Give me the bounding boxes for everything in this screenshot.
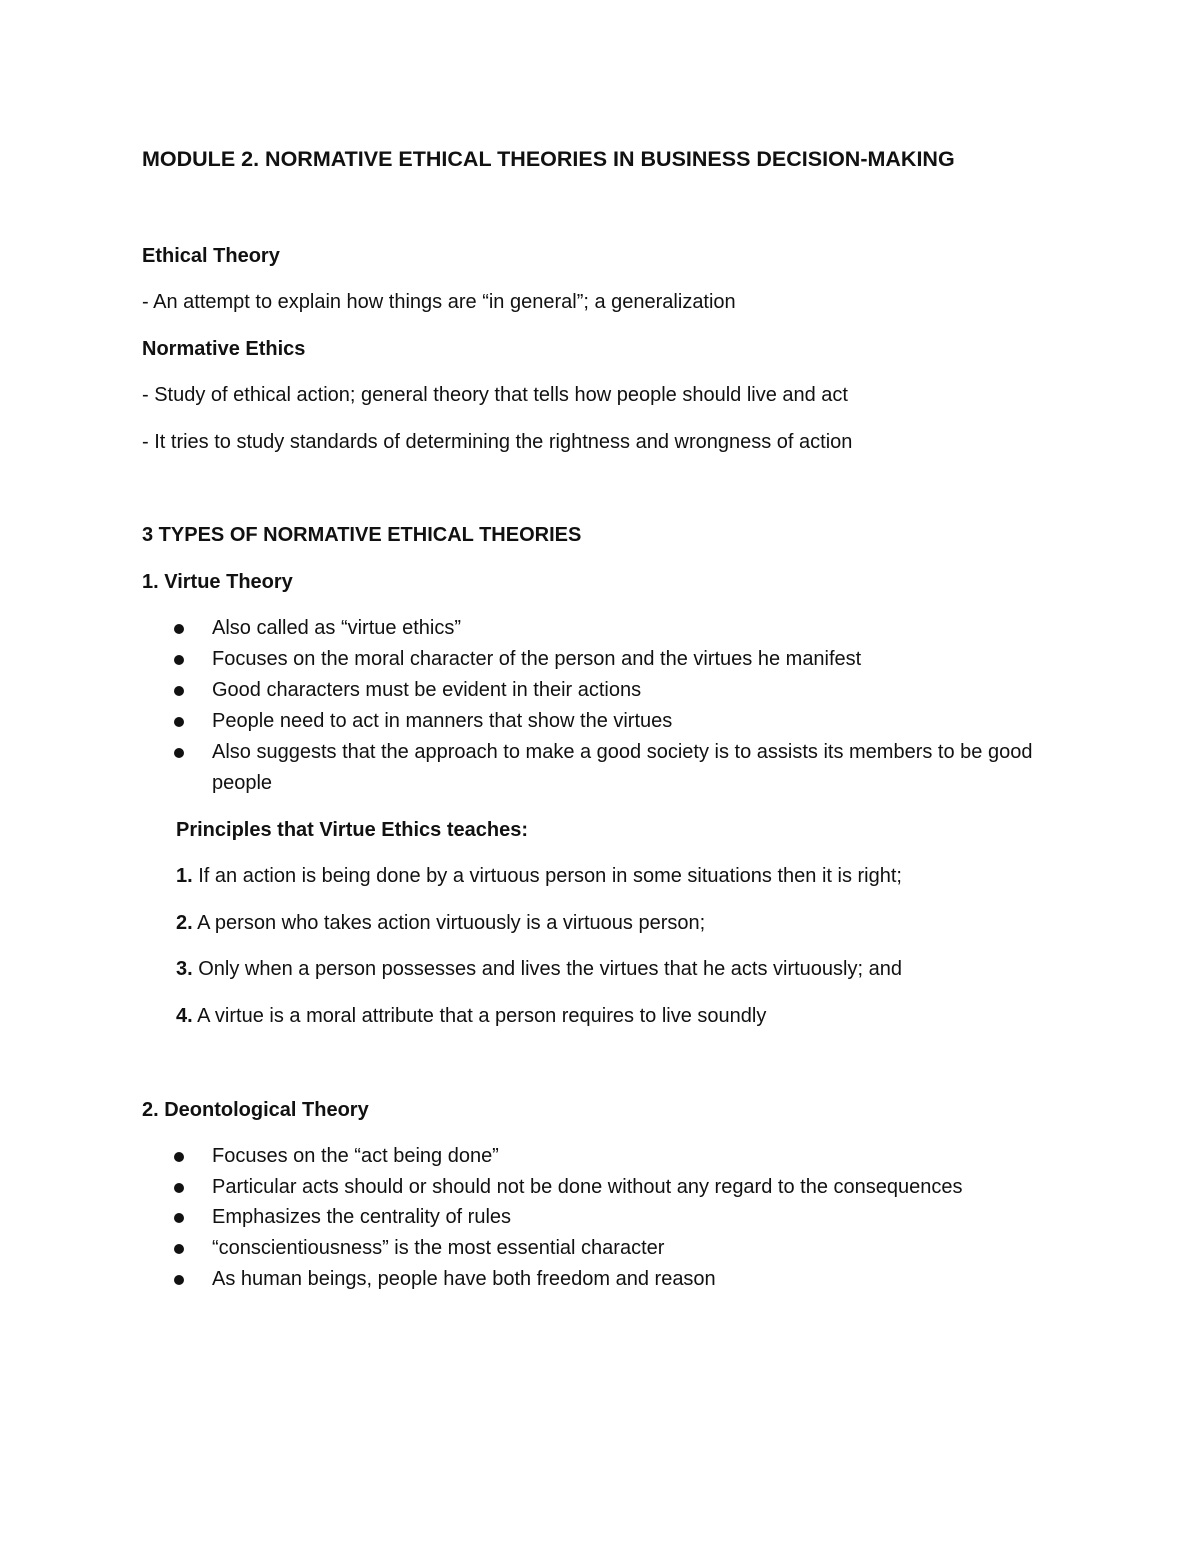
principle-number: 2. [176,912,193,934]
principle-number: 4. [176,1005,193,1027]
principle-number: 1. [176,865,193,887]
list-item: Also suggests that the approach to make a good society is to assists its members to be good people [212,741,1033,794]
ethical-theory-definition: - An attempt to explain how things are “in general”; a generalization [142,291,736,313]
virtue-theory-heading: 1. Virtue Theory [142,571,293,593]
types-heading: 3 TYPES OF NORMATIVE ETHICAL THEORIES [142,524,582,546]
bullet-icon [174,624,184,634]
list-item: Particular acts should or should not be done without any regard to the consequences [212,1176,963,1198]
bullet-icon [174,1213,184,1223]
list-item: Focuses on the “act being done” [212,1145,499,1167]
principle-text: A person who takes action virtuously is a virtuous person; [192,912,706,934]
principle-item [176,864,902,888]
bullet-icon [174,1244,184,1254]
principles-heading: Principles that Virtue Ethics teaches: [176,819,528,841]
principle-item [176,911,705,935]
normative-ethics-definition-2: - It tries to study standards of determining the rightness and wrongness of action [142,431,853,453]
bullet-icon [174,1183,184,1193]
bullet-icon [174,748,184,758]
list-item: Focuses on the moral character of the person and the virtues he manifest [212,648,862,670]
list-item: People need to act in manners that show the virtues [212,710,673,732]
principle-text: If an action is being done by a virtuous person in some situations then it is right; [192,865,902,887]
list-item: Emphasizes the centrality of rules [212,1206,512,1228]
list-item: “conscientiousness” is the most essential character [212,1237,665,1259]
bullet-icon [174,1152,184,1162]
bullet-icon [174,717,184,727]
principle-text: A virtue is a moral attribute that a person requires to live soundly [192,1005,767,1027]
bullet-icon [174,1275,184,1285]
normative-ethics-definition-1: - Study of ethical action; general theory that tells how people should live and act [142,384,848,406]
ethical-theory-heading: Ethical Theory [142,245,280,267]
principle-number: 3. [176,958,193,980]
normative-ethics-heading: Normative Ethics [142,338,306,360]
list-item: Good characters must be evident in their actions [212,679,642,701]
bullet-icon [174,686,184,696]
principle-item [176,1004,766,1028]
list-item: Also called as “virtue ethics” [212,617,461,639]
page-title: MODULE 2. NORMATIVE ETHICAL THEORIES IN BUSINESS DECISION-MAKING [142,147,955,171]
deontological-theory-heading: 2. Deontological Theory [142,1099,369,1121]
principle-item [176,957,902,981]
bullet-icon [174,655,184,665]
principle-text: Only when a person possesses and lives the virtues that he acts virtuously; and [192,958,902,980]
list-item: As human beings, people have both freedom and reason [212,1268,716,1290]
